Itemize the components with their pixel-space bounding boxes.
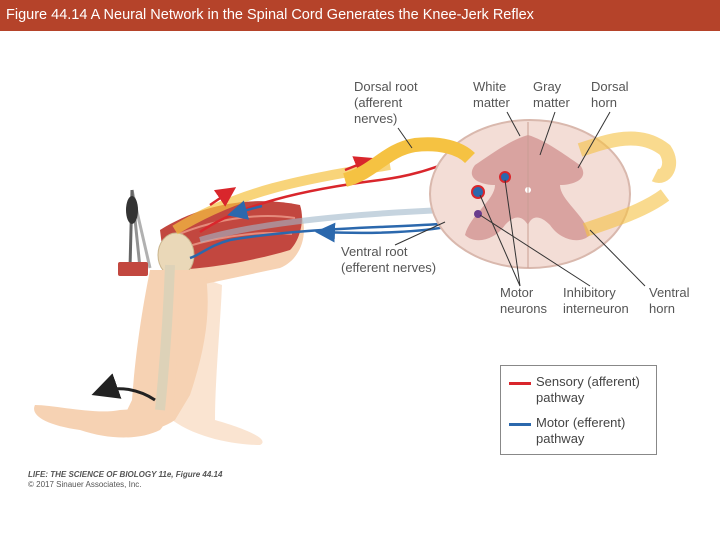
legend-swatch-sensory [509,382,531,385]
label-white-matter: White matter [473,79,510,110]
legend [500,365,657,455]
label-ventral-horn: Ventral horn [649,285,690,316]
label-inhibitory-interneuron: Inhibitory interneuron [563,285,629,316]
label-ventral-root: Ventral root (efferent nerves) [341,244,437,275]
figure-title: Figure 44.14 A Neural Network in the Spinal Cord Generates the Knee-Jerk Reflex [0,0,720,31]
figure-credit: LIFE: THE SCIENCE OF BIOLOGY 11e, Figure 44.14 © 2017 Sinauer Associates, Inc. [28,470,223,489]
legend-label-sensory: Sensory (afferent) pathway [536,374,640,405]
legend-label-motor: Motor (efferent) pathway [536,415,626,446]
reflex-hammer-icon [118,190,150,276]
motor-neuron [472,186,484,198]
inhibitory-interneuron [474,210,482,218]
leg-illustration [34,201,304,445]
label-dorsal-root: Dorsal root (afferent nerves) [354,79,418,126]
label-dorsal-horn: Dorsal horn [591,79,629,110]
label-gray-matter: Gray matter [533,79,570,110]
label-motor-neurons: Motor neurons [500,285,547,316]
legend-swatch-motor [509,423,531,426]
